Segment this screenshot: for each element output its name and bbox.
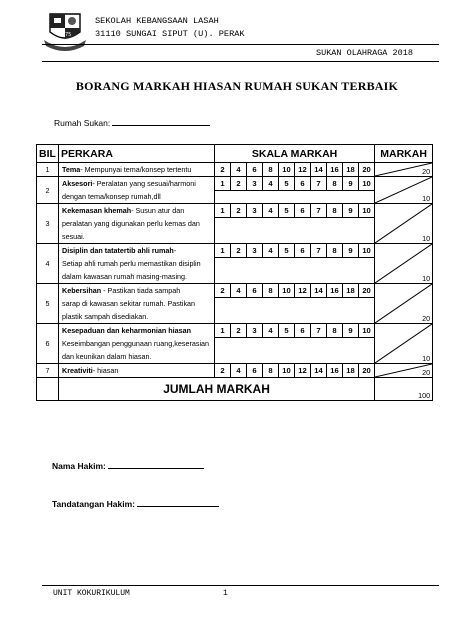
table-row	[37, 217, 433, 230]
scale-option[interactable]: 4	[263, 244, 279, 258]
perkara-cell	[59, 337, 215, 350]
event-name: SUKAN OLAHRAGA 2018	[316, 48, 413, 58]
perkara-cell	[59, 190, 215, 204]
scale-option[interactable]: 5	[279, 244, 295, 258]
perkara-cell	[59, 217, 215, 230]
perkara-cell	[59, 324, 215, 338]
perkara-heading: Aksesori	[62, 179, 93, 188]
scale-option[interactable]: 6	[295, 177, 311, 191]
nama-hakim-blank[interactable]	[108, 459, 204, 469]
scale-option[interactable]: 4	[263, 177, 279, 191]
scale-option[interactable]: 2	[231, 204, 247, 218]
scale-option[interactable]: 7	[311, 204, 327, 218]
scale-option[interactable]: 3	[247, 244, 263, 258]
markah-cell[interactable]	[375, 244, 433, 284]
max-markah: 20	[422, 368, 431, 377]
table-header-row	[37, 145, 433, 163]
perkara-text: Keseimbangan penggunaan ruang,keserasian	[62, 339, 210, 348]
perkara-cell	[59, 270, 215, 284]
markah-cell[interactable]	[375, 364, 433, 378]
perkara-heading: Kekemasan khemah	[62, 206, 132, 215]
scale-option[interactable]: 8	[263, 284, 279, 298]
perkara-text: -	[173, 246, 177, 255]
scale-option[interactable]: 1	[215, 244, 231, 258]
scale-option[interactable]: 10	[359, 177, 375, 191]
scale-option[interactable]: 8	[327, 244, 343, 258]
total-max: 100	[418, 391, 431, 400]
scale-option[interactable]: 9	[343, 324, 359, 338]
school-name: SEKOLAH KEBANGSAAN LASAH	[95, 16, 219, 26]
scale-option[interactable]: 10	[279, 364, 295, 378]
table-row	[37, 177, 433, 191]
scale-option[interactable]: 10	[359, 204, 375, 218]
svg-text:1975: 1975	[58, 32, 72, 38]
scale-option[interactable]: 14	[311, 284, 327, 298]
scale-blank	[215, 257, 375, 270]
table-row	[37, 163, 433, 177]
scale-option[interactable]: 8	[327, 177, 343, 191]
footer-unit: UNIT KOKURIKULUM	[53, 589, 130, 598]
scale-option[interactable]: 2	[215, 364, 231, 378]
scale-option[interactable]: 14	[311, 163, 327, 177]
scale-option[interactable]: 12	[295, 284, 311, 298]
nama-hakim-label: Nama Hakim:	[52, 461, 106, 471]
scale-option[interactable]: 4	[231, 163, 247, 177]
max-markah: 10	[422, 354, 431, 363]
perkara-text: dalam kawasan rumah masing-masing.	[62, 272, 188, 281]
perkara-cell	[59, 310, 215, 324]
scale-option[interactable]: 5	[279, 204, 295, 218]
markah-cell[interactable]	[375, 204, 433, 244]
perkara-text: - Susun atur dan	[131, 206, 185, 215]
scale-option[interactable]: 2	[231, 324, 247, 338]
perkara-cell	[59, 177, 215, 191]
table-row	[37, 257, 433, 270]
perkara-text: dan keunikan dalam hiasan.	[62, 352, 152, 361]
tandatangan-hakim-blank[interactable]	[137, 497, 219, 507]
scale-option[interactable]: 3	[247, 177, 263, 191]
scale-blank	[215, 270, 375, 284]
table-row	[37, 244, 433, 258]
scale-option[interactable]: 7	[311, 324, 327, 338]
col-bil: BIL	[37, 145, 59, 163]
scale-option[interactable]: 7	[311, 244, 327, 258]
bil-cell: 6	[37, 324, 59, 364]
scale-option[interactable]: 8	[327, 324, 343, 338]
perkara-cell	[59, 204, 215, 218]
table-row	[37, 190, 433, 204]
scale-option[interactable]: 20	[359, 364, 375, 378]
max-markah: 10	[422, 274, 431, 283]
perkara-text: Setiap ahli rumah perlu memastikan disiplin	[62, 259, 201, 268]
scale-option[interactable]: 1	[215, 177, 231, 191]
scale-option[interactable]: 10	[279, 163, 295, 177]
max-markah: 20	[422, 167, 431, 176]
perkara-text: plastik sampah disediakan.	[62, 312, 149, 321]
scale-option[interactable]: 6	[295, 244, 311, 258]
footer-rule	[42, 585, 439, 586]
perkara-text: - Pastikan tiada sampah	[101, 286, 181, 295]
perkara-cell	[59, 284, 215, 298]
perkara-heading: Kreativiti	[62, 366, 93, 375]
tandatangan-hakim-label: Tandatangan Hakim:	[52, 499, 135, 509]
scale-option[interactable]: 20	[359, 284, 375, 298]
total-label: JUMLAH MARKAH	[59, 378, 375, 401]
perkara-cell	[59, 350, 215, 364]
scale-option[interactable]: 9	[343, 177, 359, 191]
table-row	[37, 297, 433, 310]
scale-blank	[215, 217, 375, 230]
scale-option[interactable]: 6	[295, 324, 311, 338]
markah-cell[interactable]	[375, 177, 433, 204]
scale-option[interactable]: 2	[215, 163, 231, 177]
scale-option[interactable]: 3	[247, 204, 263, 218]
scale-option[interactable]: 18	[343, 364, 359, 378]
nama-hakim-field[interactable]	[52, 459, 204, 471]
table-row	[37, 270, 433, 284]
school-header	[95, 15, 245, 40]
rumah-sukan-field[interactable]	[54, 116, 210, 128]
max-markah: 10	[422, 194, 431, 203]
scale-option[interactable]: 3	[247, 324, 263, 338]
scale-option[interactable]: 4	[263, 204, 279, 218]
perkara-text: - Mempunyai tema/konsep tertentu	[80, 165, 192, 174]
perkara-cell	[59, 163, 215, 177]
scale-option[interactable]: 16	[327, 364, 343, 378]
perkara-text: peralatan yang digunakan perlu kemas dan	[62, 219, 200, 228]
bil-cell: 2	[37, 177, 59, 204]
perkara-text: sesuai.	[62, 232, 85, 241]
scale-option[interactable]: 1	[215, 324, 231, 338]
scale-option[interactable]: 6	[247, 163, 263, 177]
school-crest-icon	[40, 10, 90, 52]
perkara-heading: Disiplin dan tatatertib ahli rumah	[62, 246, 174, 255]
scale-blank	[215, 350, 375, 364]
scale-option[interactable]: 10	[359, 244, 375, 258]
scale-option[interactable]: 20	[359, 163, 375, 177]
form-title: BORANG MARKAH HIASAN RUMAH SUKAN TERBAIK	[75, 79, 399, 93]
table-row	[37, 204, 433, 218]
score-table	[36, 144, 433, 401]
perkara-heading: Kebersihan	[62, 286, 102, 295]
bil-cell: 3	[37, 204, 59, 244]
rumah-sukan-blank[interactable]	[112, 116, 210, 126]
rumah-sukan-label: Rumah Sukan:	[54, 118, 111, 128]
perkara-text: dengan tema/konsep rumah,dll	[62, 192, 161, 201]
scale-option[interactable]: 10	[279, 284, 295, 298]
page-number: 1	[223, 589, 228, 598]
scale-option[interactable]: 12	[295, 364, 311, 378]
perkara-cell	[59, 230, 215, 244]
bil-cell: 4	[37, 244, 59, 284]
scale-blank	[215, 190, 375, 204]
scale-option[interactable]: 16	[327, 163, 343, 177]
col-markah: MARKAH	[375, 145, 433, 163]
scale-option[interactable]: 9	[343, 204, 359, 218]
markah-cell[interactable]	[375, 324, 433, 364]
scale-option[interactable]: 10	[359, 324, 375, 338]
scale-blank	[215, 230, 375, 244]
max-markah: 10	[422, 234, 431, 243]
perkara-cell	[59, 297, 215, 310]
scale-option[interactable]: 7	[311, 177, 327, 191]
school-address: 31110 SUNGAI SIPUT (U). PERAK	[95, 28, 245, 39]
perkara-text: - Peralatan yang sesuai/harmoni	[92, 179, 196, 188]
col-perkara: PERKARA	[59, 145, 215, 163]
col-skala-markah: SKALA MARKAH	[215, 145, 375, 163]
perkara-cell	[59, 257, 215, 270]
table-row	[37, 364, 433, 378]
perkara-heading: Kesepaduan dan keharmonian hiasan	[62, 326, 192, 335]
scale-option[interactable]: 4	[231, 284, 247, 298]
table-row	[37, 324, 433, 338]
scale-option[interactable]: 8	[327, 204, 343, 218]
scale-blank	[215, 310, 375, 324]
scale-option[interactable]: 14	[311, 364, 327, 378]
scale-option[interactable]: 5	[279, 324, 295, 338]
table-row	[37, 310, 433, 324]
scale-option[interactable]: 2	[231, 244, 247, 258]
scale-option[interactable]: 1	[215, 204, 231, 218]
scale-option[interactable]: 8	[263, 163, 279, 177]
total-blank	[37, 378, 59, 401]
scale-option[interactable]: 18	[343, 284, 359, 298]
perkara-cell	[59, 364, 215, 378]
scale-blank	[215, 297, 375, 310]
scale-option[interactable]: 4	[231, 364, 247, 378]
markah-cell[interactable]	[375, 163, 433, 177]
scale-option[interactable]: 6	[295, 204, 311, 218]
bil-cell: 7	[37, 364, 59, 378]
tandatangan-hakim-field[interactable]	[52, 497, 219, 509]
scale-option[interactable]: 9	[343, 244, 359, 258]
scale-option[interactable]: 6	[247, 364, 263, 378]
scale-option[interactable]: 5	[279, 177, 295, 191]
scale-option[interactable]: 2	[231, 177, 247, 191]
scale-option[interactable]: 2	[215, 284, 231, 298]
total-row	[37, 378, 433, 401]
perkara-text: - hiasan	[92, 366, 119, 375]
max-markah: 20	[422, 314, 431, 323]
scale-option[interactable]: 18	[343, 163, 359, 177]
bil-cell: 1	[37, 163, 59, 177]
table-row	[37, 284, 433, 298]
markah-cell[interactable]	[375, 284, 433, 324]
total-markah-cell[interactable]	[375, 378, 433, 401]
header-rule-bottom	[42, 61, 439, 62]
scale-option[interactable]: 4	[263, 324, 279, 338]
table-row	[37, 230, 433, 244]
scale-blank	[215, 337, 375, 350]
scale-option[interactable]: 8	[263, 364, 279, 378]
table-row	[37, 337, 433, 350]
scale-option[interactable]: 6	[247, 284, 263, 298]
scale-option[interactable]: 16	[327, 284, 343, 298]
perkara-text: sarap di kawasan sekitar rumah. Pastikan	[62, 299, 196, 308]
scale-option[interactable]: 12	[295, 163, 311, 177]
perkara-cell	[59, 244, 215, 258]
header-rule-top	[42, 44, 439, 45]
bil-cell: 5	[37, 284, 59, 324]
table-row	[37, 350, 433, 364]
perkara-heading: Tema	[62, 165, 81, 174]
